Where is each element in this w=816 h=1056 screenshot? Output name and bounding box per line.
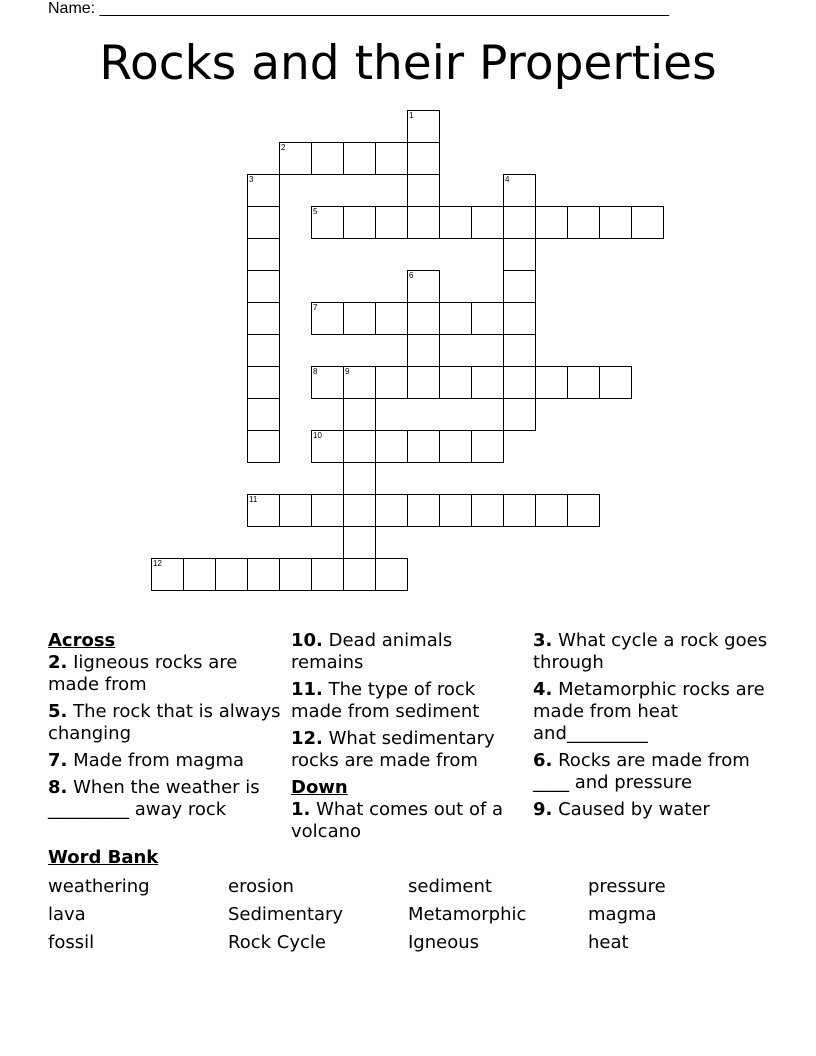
clue-number-label: 7 bbox=[313, 303, 318, 312]
crossword-cell[interactable] bbox=[343, 462, 376, 495]
clue-number: 4. bbox=[533, 679, 553, 700]
word-bank-item: erosion bbox=[228, 876, 294, 897]
page-title: Rocks and their Properties bbox=[99, 36, 717, 91]
crossword-cell[interactable] bbox=[343, 526, 376, 559]
clue-down-3 bbox=[533, 630, 769, 674]
crossword-cell[interactable] bbox=[407, 174, 440, 207]
crossword-cell[interactable] bbox=[503, 494, 536, 527]
crossword-cell[interactable] bbox=[503, 206, 536, 239]
crossword-cell[interactable] bbox=[471, 206, 504, 239]
word-bank-item: Sedimentary bbox=[228, 904, 344, 925]
crossword-cell[interactable] bbox=[567, 206, 600, 239]
crossword-cell[interactable] bbox=[599, 206, 632, 239]
word-bank-heading: Word Bank bbox=[48, 847, 159, 868]
clue-number-label: 12 bbox=[153, 559, 162, 568]
clue-down-4 bbox=[533, 679, 769, 745]
crossword-cell[interactable] bbox=[311, 494, 344, 527]
crossword-cell[interactable] bbox=[407, 110, 440, 143]
clue-across-12 bbox=[291, 728, 527, 772]
crossword-cell[interactable] bbox=[503, 302, 536, 335]
crossword-cell[interactable] bbox=[279, 142, 312, 175]
crossword-cell[interactable] bbox=[407, 494, 440, 527]
clue-across-8 bbox=[48, 777, 284, 821]
word-bank-item: fossil bbox=[48, 932, 95, 953]
clue-down-6 bbox=[533, 750, 769, 794]
crossword-cell[interactable] bbox=[279, 494, 312, 527]
word-bank-item: weathering bbox=[48, 876, 150, 897]
crossword-cell[interactable] bbox=[215, 558, 248, 591]
clue-across-10 bbox=[291, 630, 527, 674]
clue-number: 9. bbox=[533, 799, 553, 820]
clue-text: Metamorphic rocks are made from heat and_________ bbox=[533, 679, 765, 744]
word-bank-item: Igneous bbox=[408, 932, 480, 953]
crossword-cell[interactable] bbox=[503, 238, 536, 271]
clue-number: 8. bbox=[48, 777, 68, 798]
word-bank-item: sediment bbox=[408, 876, 492, 897]
clue-text: Caused by water bbox=[558, 799, 710, 820]
crossword-cell[interactable] bbox=[311, 302, 344, 335]
crossword-cell[interactable] bbox=[247, 398, 280, 431]
clue-across-2 bbox=[48, 652, 284, 696]
clue-number-label: 10 bbox=[313, 431, 322, 440]
crossword-cell[interactable] bbox=[503, 366, 536, 399]
clue-number: 12. bbox=[291, 728, 323, 749]
crossword-cell[interactable] bbox=[311, 558, 344, 591]
crossword-cell[interactable] bbox=[375, 366, 408, 399]
clue-number: 3. bbox=[533, 630, 553, 651]
crossword-cell[interactable] bbox=[343, 206, 376, 239]
crossword-cell[interactable] bbox=[631, 206, 664, 239]
crossword-cell[interactable] bbox=[247, 302, 280, 335]
word-bank-item: Metamorphic bbox=[408, 904, 527, 925]
crossword-cell[interactable] bbox=[183, 558, 216, 591]
clue-number: 1. bbox=[291, 799, 311, 820]
clue-number-label: 11 bbox=[249, 495, 258, 504]
crossword-cell[interactable] bbox=[247, 206, 280, 239]
clue-number: 5. bbox=[48, 701, 68, 722]
crossword-cell[interactable] bbox=[247, 174, 280, 207]
clue-number-label: 8 bbox=[313, 367, 318, 376]
clue-number-label: 6 bbox=[409, 271, 414, 280]
clue-number-label: 2 bbox=[281, 143, 286, 152]
clue-across-5 bbox=[48, 701, 284, 745]
clues-column-1 bbox=[48, 630, 284, 826]
crossword-cell[interactable] bbox=[375, 142, 408, 175]
clue-number-label: 1 bbox=[409, 111, 414, 120]
clue-number: 6. bbox=[533, 750, 553, 771]
crossword-cell[interactable] bbox=[247, 366, 280, 399]
clue-number-label: 9 bbox=[345, 367, 350, 376]
clue-down-1 bbox=[291, 799, 527, 843]
crossword-cell[interactable] bbox=[567, 366, 600, 399]
word-bank-item: Rock Cycle bbox=[228, 932, 326, 953]
crossword-cell[interactable] bbox=[503, 174, 536, 207]
crossword-cell[interactable] bbox=[407, 366, 440, 399]
crossword-cell[interactable] bbox=[311, 142, 344, 175]
clue-text: What cycle a rock goes through bbox=[533, 630, 768, 673]
clue-across-7 bbox=[48, 750, 284, 772]
crossword-cell[interactable] bbox=[247, 558, 280, 591]
name-field-line: Name: ________________________________________________________________ bbox=[48, 0, 670, 17]
clue-text: The rock that is always changing bbox=[48, 701, 281, 744]
crossword-cell[interactable] bbox=[439, 206, 472, 239]
crossword-cell[interactable] bbox=[599, 366, 632, 399]
word-bank-item: pressure bbox=[588, 876, 666, 897]
crossword-cell[interactable] bbox=[471, 494, 504, 527]
clues-column-3 bbox=[533, 630, 769, 826]
crossword-cell[interactable] bbox=[439, 430, 472, 463]
word-bank-item: heat bbox=[588, 932, 629, 953]
crossword-cell[interactable] bbox=[375, 302, 408, 335]
clue-text: Rocks are made from ____ and pressure bbox=[533, 750, 750, 793]
crossword-cell[interactable] bbox=[247, 238, 280, 271]
crossword-cell[interactable] bbox=[471, 366, 504, 399]
crossword-cell[interactable] bbox=[439, 366, 472, 399]
crossword-cell[interactable] bbox=[343, 558, 376, 591]
clue-text: When the weather is _________ away rock bbox=[48, 777, 260, 820]
crossword-cell[interactable] bbox=[503, 270, 536, 303]
crossword-cell[interactable] bbox=[343, 302, 376, 335]
crossword-cell[interactable] bbox=[311, 206, 344, 239]
crossword-cell[interactable] bbox=[407, 334, 440, 367]
crossword-cell[interactable] bbox=[343, 398, 376, 431]
crossword-cell[interactable] bbox=[535, 366, 568, 399]
crossword-cell[interactable] bbox=[247, 334, 280, 367]
clue-across-11 bbox=[291, 679, 527, 723]
clue-text: Dead animals remains bbox=[291, 630, 453, 673]
crossword-cell[interactable] bbox=[247, 494, 280, 527]
crossword-cell[interactable] bbox=[375, 494, 408, 527]
crossword-cell[interactable] bbox=[343, 430, 376, 463]
crossword-cell[interactable] bbox=[151, 558, 184, 591]
crossword-cell[interactable] bbox=[407, 302, 440, 335]
crossword-cell[interactable] bbox=[407, 206, 440, 239]
clues-column-2 bbox=[291, 630, 527, 848]
clue-text: The type of rock made from sediment bbox=[291, 679, 480, 722]
crossword-cell[interactable] bbox=[247, 270, 280, 303]
clue-number: 11. bbox=[291, 679, 323, 700]
crossword-cell[interactable] bbox=[311, 366, 344, 399]
crossword-cell[interactable] bbox=[503, 398, 536, 431]
crossword-cell[interactable] bbox=[343, 494, 376, 527]
crossword-cell[interactable] bbox=[439, 494, 472, 527]
crossword-cell[interactable] bbox=[343, 142, 376, 175]
crossword-cell[interactable] bbox=[279, 558, 312, 591]
clue-number: 10. bbox=[291, 630, 323, 651]
crossword-cell[interactable] bbox=[407, 270, 440, 303]
crossword-cell[interactable] bbox=[375, 430, 408, 463]
crossword-cell[interactable] bbox=[503, 334, 536, 367]
clue-text: Iigneous rocks are made from bbox=[48, 652, 238, 695]
crossword-cell[interactable] bbox=[471, 302, 504, 335]
crossword-cell[interactable] bbox=[407, 430, 440, 463]
clue-number-label: 3 bbox=[249, 175, 254, 184]
crossword-cell[interactable] bbox=[375, 206, 408, 239]
crossword-cell[interactable] bbox=[471, 430, 504, 463]
crossword-cell[interactable] bbox=[375, 558, 408, 591]
crossword-cell[interactable] bbox=[407, 142, 440, 175]
clue-number: 7. bbox=[48, 750, 68, 771]
across-heading: Across bbox=[48, 630, 116, 651]
clue-text: What sedimentary rocks are made from bbox=[291, 728, 495, 771]
crossword-cell[interactable] bbox=[247, 430, 280, 463]
down-heading: Down bbox=[291, 777, 348, 798]
crossword-cell[interactable] bbox=[535, 206, 568, 239]
crossword-cell[interactable] bbox=[535, 494, 568, 527]
crossword-cell[interactable] bbox=[439, 302, 472, 335]
clue-down-9 bbox=[533, 799, 769, 821]
crossword-cell[interactable] bbox=[343, 366, 376, 399]
clue-number-label: 4 bbox=[505, 175, 510, 184]
clue-number: 2. bbox=[48, 652, 68, 673]
crossword-cell[interactable] bbox=[567, 494, 600, 527]
clue-text: Made from magma bbox=[73, 750, 245, 771]
clue-number-label: 5 bbox=[313, 207, 318, 216]
crossword-cell[interactable] bbox=[311, 430, 344, 463]
clue-text: What comes out of a volcano bbox=[291, 799, 504, 842]
word-bank-item: lava bbox=[48, 904, 86, 925]
word-bank-item: magma bbox=[588, 904, 657, 925]
